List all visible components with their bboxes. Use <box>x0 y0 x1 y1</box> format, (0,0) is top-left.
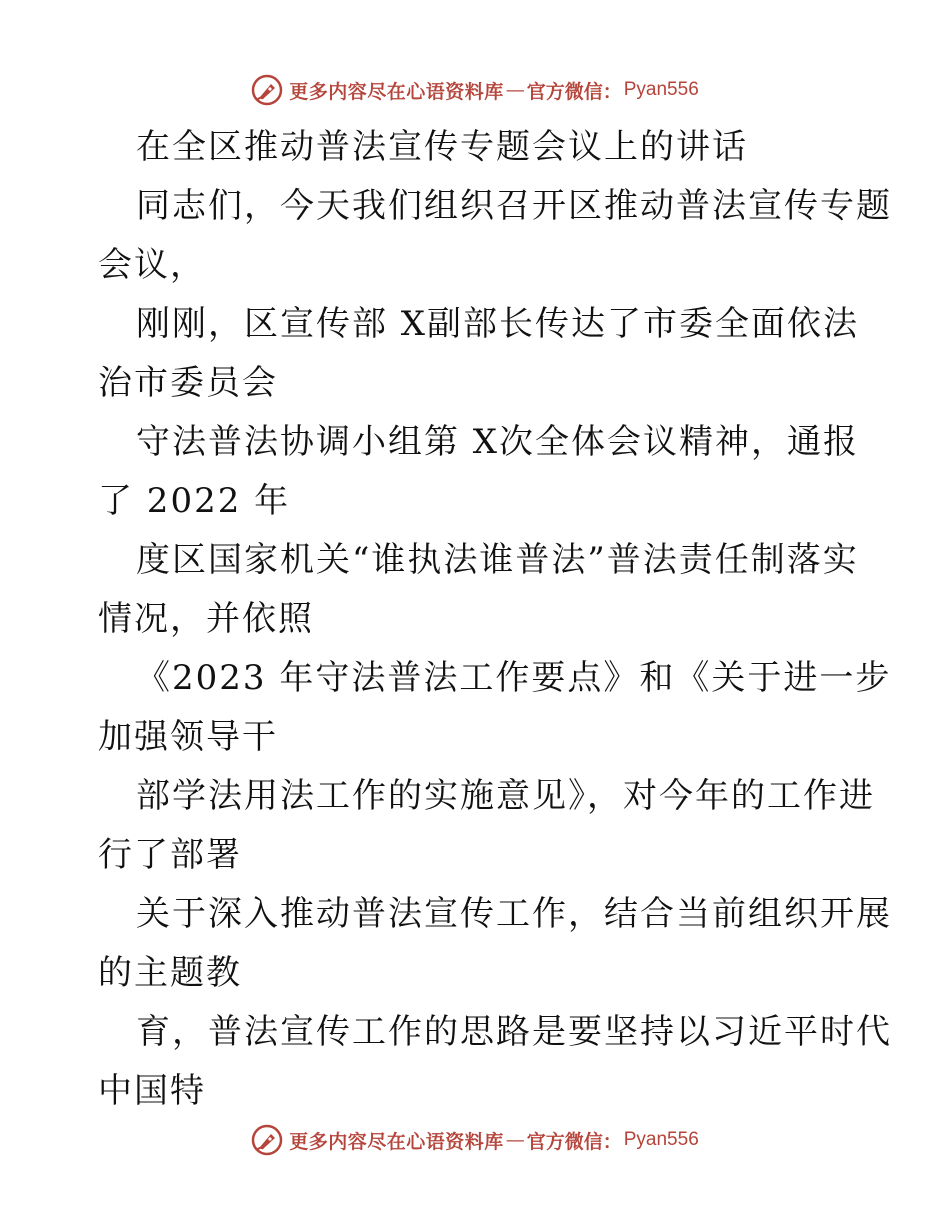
pen-nib-logo-icon <box>251 74 283 106</box>
text-line: 中国特 <box>98 1071 206 1111</box>
header-watermark <box>0 70 950 110</box>
watermark-wechat-label: 官方微信： <box>526 80 622 103</box>
text-line: 育，普法宣传工作的思路是要坚持以习近平时代 <box>136 1012 892 1052</box>
text-line: 同志们，今天我们组织召开区推动普法宣传专题 <box>136 186 892 226</box>
pen-nib-logo-icon <box>251 1124 283 1156</box>
watermark-wechat-id: Pyan556 <box>623 1129 699 1150</box>
document-body <box>98 118 892 1121</box>
text-line: 了 2022 年 <box>98 481 291 521</box>
text-line: 守法普法协调小组第 X次全体会议精神，通报 <box>136 422 860 462</box>
text-line: 《2023 年守法普法工作要点》和《关于进一步 <box>136 658 892 698</box>
text-line: 加强领导干 <box>98 717 278 757</box>
text-line: 的主题教 <box>98 953 242 993</box>
watermark-separator: — <box>505 79 525 101</box>
text-line: 治市委员会 <box>98 363 278 403</box>
watermark-wechat-label: 官方微信： <box>526 1130 622 1153</box>
watermark-brand-text: 更多内容尽在心语资料库 <box>289 80 504 103</box>
text-line: 关于深入推动普法宣传工作，结合当前组织开展 <box>136 894 892 934</box>
text-line: 部学法用法工作的实施意见》，对今年的工作进 <box>136 776 875 816</box>
watermark-brand-text: 更多内容尽在心语资料库 <box>289 1130 504 1153</box>
watermark-wechat-id: Pyan556 <box>623 79 699 100</box>
watermark-separator: — <box>505 1129 525 1151</box>
text-line: 行了部署 <box>98 835 242 875</box>
text-line: 度区国家机关“谁执法谁普法”普法责任制落实 <box>136 540 859 580</box>
footer-watermark <box>0 1120 950 1160</box>
text-line: 情况，并依照 <box>98 599 314 639</box>
text-line: 会议， <box>98 245 206 285</box>
text-line: 刚刚，区宣传部 X副部长传达了市委全面依法 <box>136 304 860 344</box>
document-title: 在全区推动普法宣传专题会议上的讲话 <box>136 127 748 167</box>
